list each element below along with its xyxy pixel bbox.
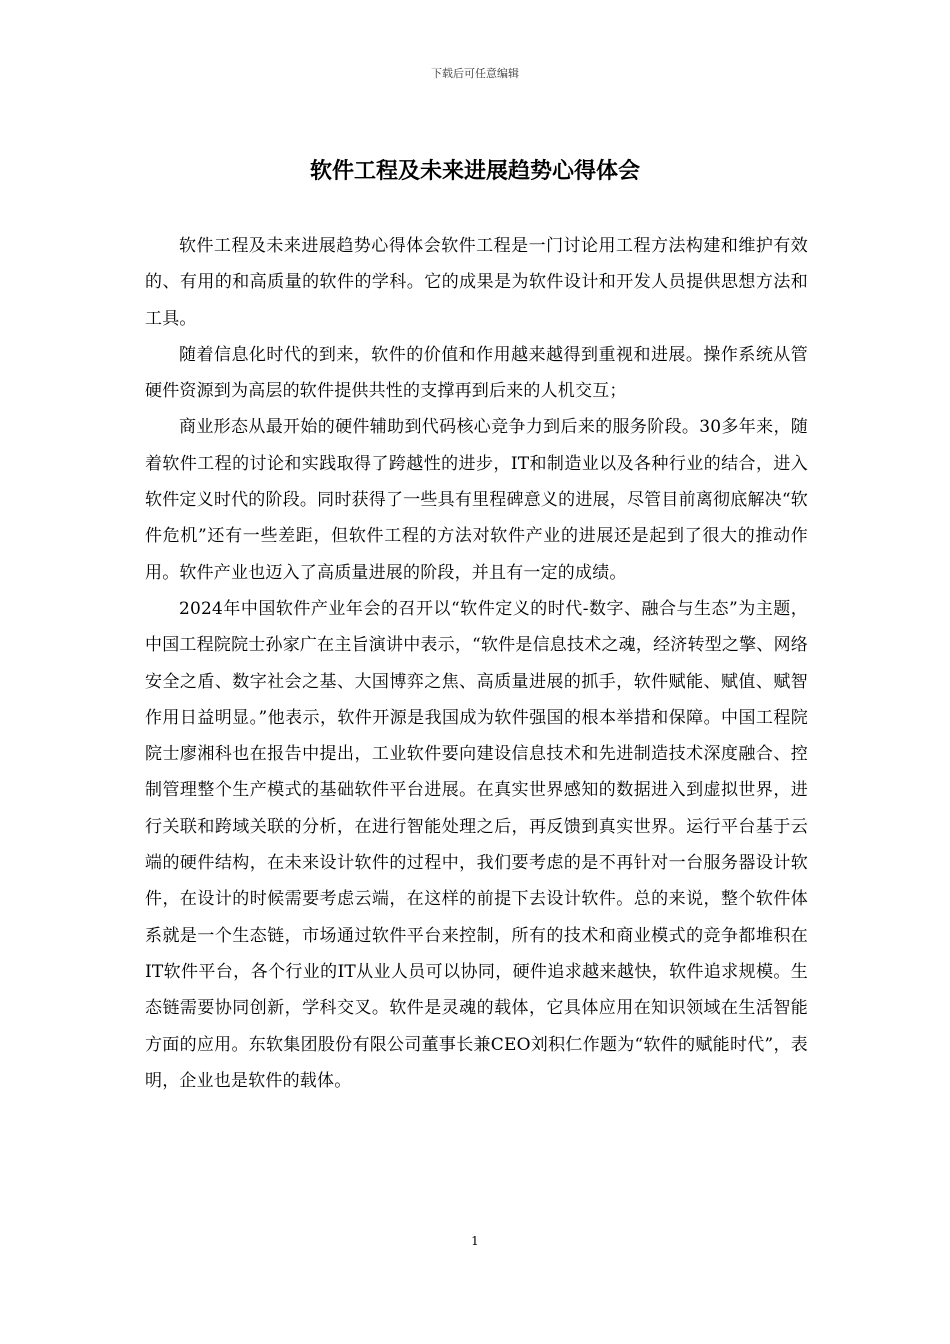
document-body [145, 228, 808, 1099]
page-header: 下载后可任意编辑 [431, 67, 519, 80]
paragraph-4: 2024年中国软件产业年会的召开以“软件定义的时代-数字、融合与生态”为主题，中国工程院院士孙家广在主旨演讲中表示，“软件是信息技术之魂，经济转型之擎、网络安全之盾、数字社会之基、大国博弈之焦、高质量进展的抓手，软件赋能、赋值、赋智作用日益明显。”他表示，软件开源是我国成为软件强国的根本举措和保障。中国工程院院士廖湘科也在报告中提出，工业软件要向建设信息技术和先进制造技术深度融合、控制管理整个生产模式的基础软件平台进展。在真实世界感知的数据进入到虚拟世界，进行关联和跨域关联的分析，在进行智能处理之后，再反馈到真实世界。运行平台基于云端的硬件结构，在未来设计软件的过程中，我们要考虑的是不再针对一台服务器设计软件，在设计的时候需要考虑云端，在这样的前提下去设计软件。总的来说，整个软件体系就是一个生态链，市场通过软件平台来控制，所有的技术和商业模式的竞争都堆积在IT软件平台，各个行业的IT从业人员可以协同，硬件追求越来越快，软件追求规模。生态链需要协同创新，学科交叉。软件是灵魂的载体，它具体应用在知识领域在生活智能方面的应用。东软集团股份有限公司董事长兼CEO刘积仁作题为“软件的赋能时代”，表明，企业也是软件的载体。 [145, 598, 808, 1091]
paragraph-1: 软件工程及未来进展趋势心得体会软件工程是一门讨论用工程方法构建和维护有效的、有用的和高质量的软件的学科。它的成果是为软件设计和开发人员提供思想方法和工具。 [145, 236, 808, 329]
paragraph-2: 随着信息化时代的到来，软件的价值和作用越来越得到重视和进展。操作系统从管硬件资源到为高层的软件提供共性的支撑再到后来的人机交互； [145, 344, 808, 402]
page-number: 1 [471, 1234, 479, 1248]
document-title: 软件工程及未来进展趋势心得体会 [309, 158, 640, 184]
paragraph-3: 商业形态从最开始的硬件辅助到代码核心竞争力到后来的服务阶段。30多年来，随着软件工程的讨论和实践取得了跨越性的进步，IT和制造业以及各种行业的结合，进入软件定义时代的阶段。同时获得了一些具有里程碑意义的进展，尽管目前离彻底解决“软件危机”还有一些差距，但软件工程的方法对软件产业的进展还是起到了很大的推动作用。软件产业也迈入了高质量进展的阶段，并且有一定的成绩。 [145, 417, 808, 583]
